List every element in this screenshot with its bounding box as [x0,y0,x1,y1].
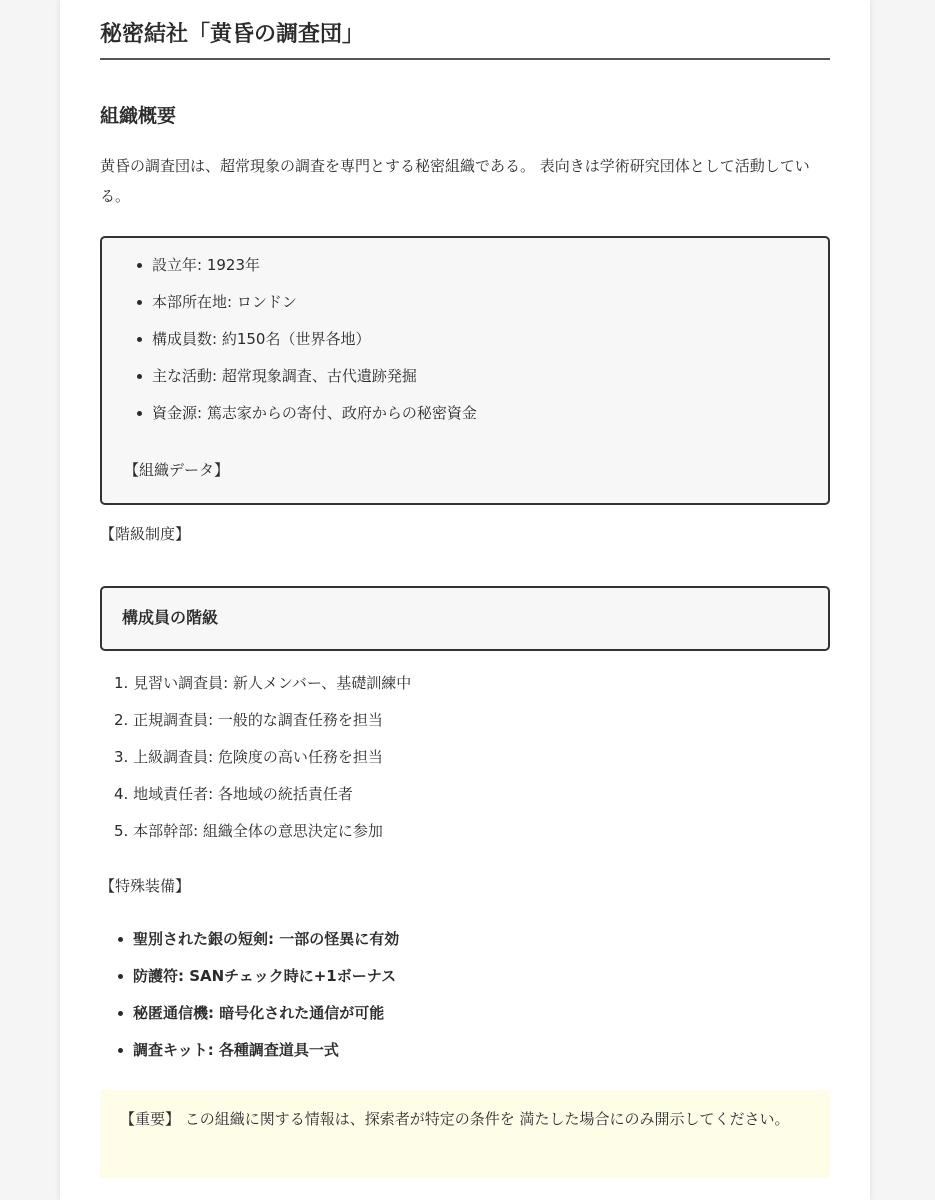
document-page [60,0,870,1200]
overview-intro: 黄昏の調査団は、超常現象の調査を専門とする秘密組織である。 表向きは学術研究団体として活動している。 [100,157,810,205]
list-item: 主な活動: 超常現象調査、古代遺跡発掘 [137,365,477,402]
list-item: 2. 正規調査員: 一般的な調査任務を担当 [114,711,383,729]
rank-heading: 構成員の階級 [122,608,219,627]
list-item: 調査キット: 各種調査道具一式 [118,1039,399,1076]
list-item: 4. 地域責任者: 各地域の統括責任者 [114,785,353,803]
list-item: 3. 上級調査員: 危険度の高い任務を担当 [114,748,383,766]
page-title: 秘密結社「黄昏の調査団」 [100,20,830,60]
org-data-list [137,254,477,439]
list-item: 構成員数: 約150名（世界各地） [137,328,477,365]
rank-list [114,672,411,857]
equipment-section-label: 【特殊装備】 [100,877,191,895]
list-item: 1. 見習い調査員: 新人メンバー、基礎訓練中 [114,674,412,692]
org-data-label: 【組織データ】 [124,461,230,479]
rank-heading-box [100,586,830,651]
important-notice [100,1090,830,1178]
list-item: 本部所在地: ロンドン [137,291,477,328]
list-item: 防護符: SANチェック時に+1ボーナス [118,965,399,1002]
list-item: 秘匿通信機: 暗号化された通信が可能 [118,1002,399,1039]
notice-text: 【重要】 この組織に関する情報は、探索者が特定の条件を 満たした場合にのみ開示してください。 [120,1110,790,1128]
equipment-list [118,928,399,1076]
list-item: 設立年: 1923年 [137,254,477,291]
list-item: 聖別された銀の短剣: 一部の怪異に有効 [118,928,399,965]
list-item: 資金源: 篤志家からの寄付、政府からの秘密資金 [137,402,477,439]
overview-heading: 組織概要 [100,105,177,127]
list-item: 5. 本部幹部: 組織全体の意思決定に参加 [114,822,383,840]
org-data-box [100,236,830,505]
rank-section-label: 【階級制度】 [100,525,191,543]
